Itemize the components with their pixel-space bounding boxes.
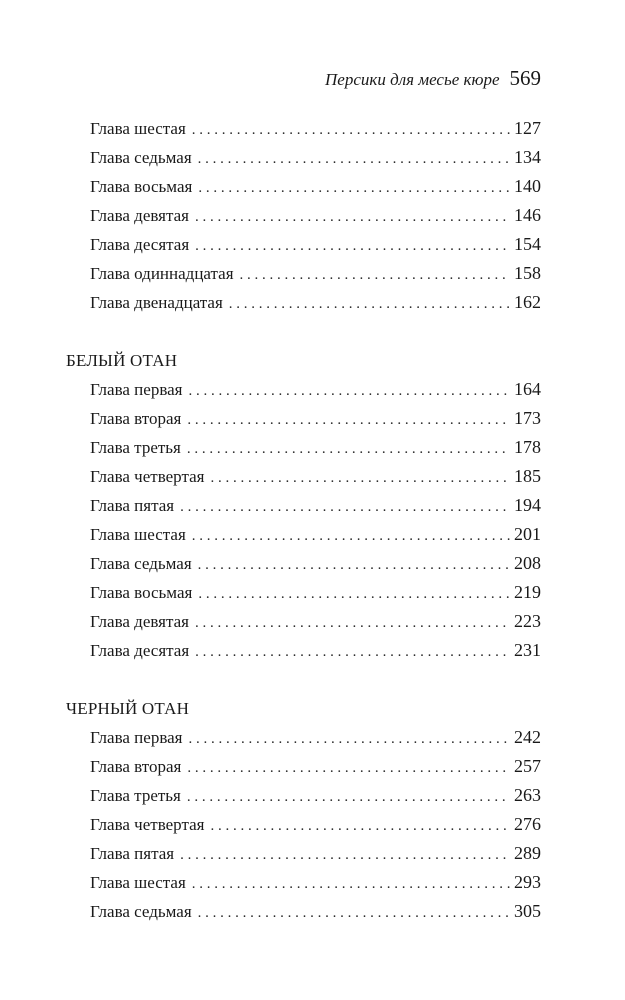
chapter-title: Глава четвертая <box>90 467 205 486</box>
dot-leader <box>240 261 510 290</box>
toc-entry <box>66 752 541 781</box>
toc-entry <box>66 172 541 201</box>
dot-leader <box>195 638 510 667</box>
dot-leader <box>180 493 510 522</box>
dot-leader <box>192 522 510 551</box>
toc-entry <box>66 607 541 636</box>
chapter-page-number: 305 <box>514 901 541 921</box>
toc-entry <box>66 897 541 926</box>
chapter-title: Глава десятая <box>90 641 190 660</box>
dot-leader <box>187 754 510 783</box>
toc-entry <box>66 636 541 665</box>
toc-entry <box>66 549 541 578</box>
toc-entry <box>66 868 541 897</box>
dot-leader <box>195 232 510 261</box>
chapter-title: Глава девятая <box>90 612 189 631</box>
chapter-title: Глава седьмая <box>90 148 192 167</box>
chapter-title: Глава десятая <box>90 235 190 254</box>
dot-leader <box>192 870 510 899</box>
chapter-page-number: 178 <box>514 437 541 457</box>
dot-leader <box>198 174 510 203</box>
toc-entry <box>66 462 541 491</box>
chapter-title: Глава восьмая <box>90 583 193 602</box>
chapter-title: Глава пятая <box>90 496 175 515</box>
dot-leader <box>187 435 510 464</box>
chapter-page-number: 208 <box>514 553 541 573</box>
chapter-title: Глава шестая <box>90 873 186 892</box>
chapter-title: Глава четвертая <box>90 815 205 834</box>
chapter-page-number: 276 <box>514 814 541 834</box>
chapter-title: Глава третья <box>90 786 181 805</box>
toc-entry <box>66 723 541 752</box>
toc-entry <box>66 375 541 404</box>
chapter-page-number: 223 <box>514 611 541 631</box>
chapter-page-number: 242 <box>514 727 541 747</box>
chapter-page-number: 127 <box>514 118 541 138</box>
chapter-page-number: 173 <box>514 408 541 428</box>
chapter-title: Глава девятая <box>90 206 189 225</box>
dot-leader <box>187 783 510 812</box>
chapter-page-number: 257 <box>514 756 541 776</box>
page-number: 569 <box>509 66 541 90</box>
toc-entry <box>66 839 541 868</box>
toc-section <box>66 347 541 665</box>
chapter-page-number: 162 <box>514 292 541 312</box>
chapter-page-number: 140 <box>514 176 541 196</box>
chapter-page-number: 158 <box>514 263 541 283</box>
chapter-page-number: 219 <box>514 582 541 602</box>
chapter-page-number: 263 <box>514 785 541 805</box>
dot-leader <box>189 377 511 406</box>
chapter-page-number: 289 <box>514 843 541 863</box>
chapter-title: Глава шестая <box>90 525 186 544</box>
toc-entry <box>66 143 541 172</box>
toc-entry <box>66 230 541 259</box>
dot-leader <box>195 203 510 232</box>
toc-entry <box>66 491 541 520</box>
running-header <box>325 66 541 91</box>
dot-leader <box>210 464 510 493</box>
chapter-page-number: 293 <box>514 872 541 892</box>
toc-entry <box>66 288 541 317</box>
chapter-title: Глава первая <box>90 380 183 399</box>
running-title: Персики для месье кюре <box>325 70 500 89</box>
chapter-page-number: 185 <box>514 466 541 486</box>
dot-leader <box>198 580 510 609</box>
dot-leader <box>192 116 510 145</box>
chapter-title: Глава восьмая <box>90 177 193 196</box>
chapter-title: Глава третья <box>90 438 181 457</box>
dot-leader <box>187 406 510 435</box>
toc-section <box>66 695 541 926</box>
chapter-page-number: 146 <box>514 205 541 225</box>
toc-entry <box>66 781 541 810</box>
chapter-title: Глава вторая <box>90 409 182 428</box>
chapter-page-number: 231 <box>514 640 541 660</box>
chapter-title: Глава пятая <box>90 844 175 863</box>
section-title: БЕЛЫЙ ОТАН <box>66 351 178 370</box>
chapter-page-number: 134 <box>514 147 541 167</box>
chapter-page-number: 154 <box>514 234 541 254</box>
table-of-contents <box>66 114 541 926</box>
chapter-title: Глава седьмая <box>90 902 192 921</box>
dot-leader <box>198 145 510 174</box>
toc-entry <box>66 404 541 433</box>
toc-entry <box>66 520 541 549</box>
toc-entry <box>66 114 541 143</box>
section-title: ЧЕРНЫЙ ОТАН <box>66 699 190 718</box>
toc-section <box>66 114 541 317</box>
dot-leader <box>229 290 510 319</box>
chapter-title: Глава первая <box>90 728 183 747</box>
chapter-title: Глава шестая <box>90 119 186 138</box>
chapter-title: Глава вторая <box>90 757 182 776</box>
toc-entry <box>66 201 541 230</box>
chapter-title: Глава седьмая <box>90 554 192 573</box>
toc-entry <box>66 578 541 607</box>
chapter-page-number: 201 <box>514 524 541 544</box>
dot-leader <box>198 899 510 928</box>
dot-leader <box>189 725 511 754</box>
chapter-page-number: 164 <box>514 379 541 399</box>
chapter-title: Глава одиннадцатая <box>90 264 234 283</box>
toc-entry <box>66 433 541 462</box>
dot-leader <box>198 551 510 580</box>
toc-entry <box>66 259 541 288</box>
chapter-title: Глава двенадцатая <box>90 293 223 312</box>
chapter-page-number: 194 <box>514 495 541 515</box>
dot-leader <box>180 841 510 870</box>
toc-entry <box>66 810 541 839</box>
dot-leader <box>210 812 510 841</box>
dot-leader <box>195 609 510 638</box>
